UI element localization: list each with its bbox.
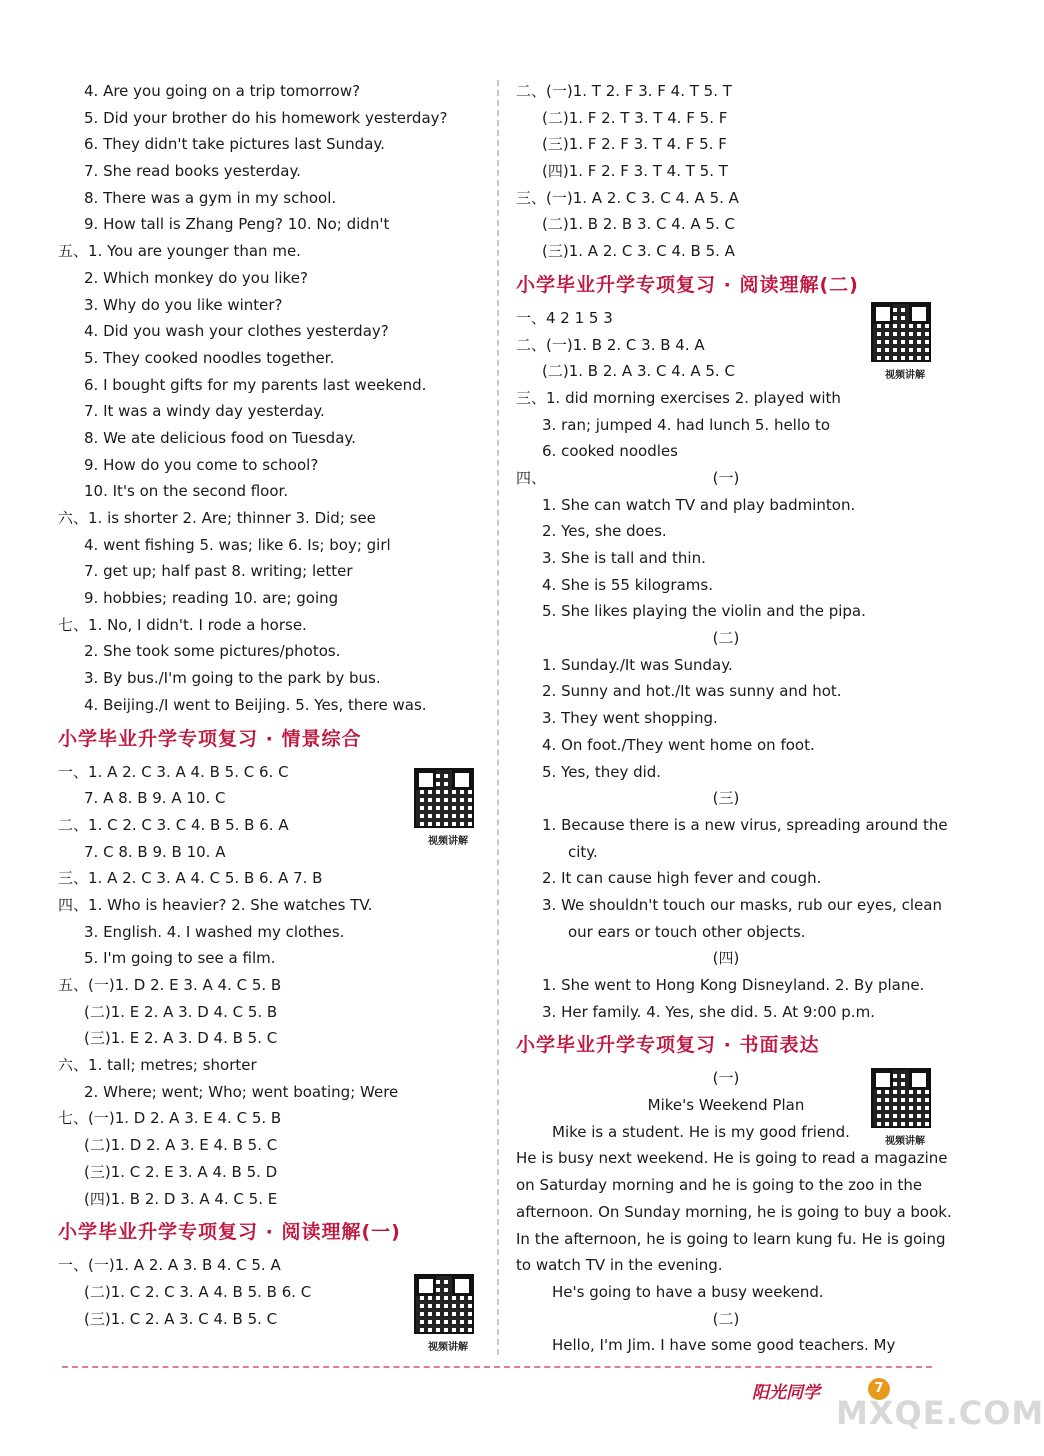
answer-line: He is busy next weekend. He is going to read a magazine bbox=[516, 1149, 948, 1168]
answer-line: 2. She took some pictures/photos. bbox=[84, 642, 341, 661]
answer-line: 5. Did your brother do his homework yesterday? bbox=[84, 108, 448, 127]
page-number: 7 bbox=[868, 1378, 890, 1400]
answer-line: 3. ran; jumped 4. had lunch 5. hello to bbox=[542, 415, 831, 434]
answer-line: 2. It can cause high fever and cough. bbox=[542, 869, 822, 888]
answer-line: 3. Why do you like winter? bbox=[84, 295, 283, 314]
answer-line: 3. English. 4. I washed my clothes. bbox=[84, 922, 345, 941]
qr-code-icon bbox=[873, 304, 929, 360]
answer-line: afternoon. On Sunday morning, he is going to buy a book. bbox=[516, 1202, 952, 1221]
answer-line: Mike is a student. He is my good friend. bbox=[552, 1122, 850, 1141]
qr-caption: 视频讲解 bbox=[428, 836, 468, 847]
answer-line: 3. By bus./I'm going to the park by bus. bbox=[84, 669, 381, 688]
answer-line: 4. She is 55 kilograms. bbox=[542, 575, 713, 594]
answer-line: Hello, I'm Jim. I have some good teachers. My bbox=[552, 1336, 896, 1355]
answer-line: 7. She read books yesterday. bbox=[84, 162, 301, 181]
answer-line: 1. She went to Hong Kong Disneyland. 2. By plane. bbox=[542, 976, 925, 994]
qr-caption: 视频讲解 bbox=[885, 1136, 925, 1147]
question-number: 四、 bbox=[516, 468, 547, 487]
answer-line: 七、(一)1. D 2. A 3. E 4. C 5. B bbox=[58, 1109, 282, 1128]
answer-line: (三)1. A 2. C 3. C 4. B 5. A bbox=[542, 242, 735, 261]
answer-line: 5. They cooked noodles together. bbox=[84, 348, 335, 367]
answer-line: 五、1. You are younger than me. bbox=[58, 242, 301, 261]
answer-line: 三、1. A 2. C 3. A 4. C 5. B 6. A 7. B bbox=[58, 869, 323, 888]
answer-line: 3. She is tall and thin. bbox=[542, 549, 706, 567]
section-heading: 小学毕业升学专项复习 · 阅读理解(一) bbox=[58, 1221, 401, 1244]
answer-line: our ears or touch other objects. bbox=[568, 922, 806, 941]
answer-line: to watch TV in the evening. bbox=[516, 1256, 723, 1275]
subsection-label: (二) bbox=[712, 1309, 740, 1328]
qr-caption: 视频讲解 bbox=[428, 1342, 468, 1353]
answer-line: (二)1. B 2. B 3. C 4. A 5. C bbox=[542, 215, 735, 234]
answer-line: 6. cooked noodles bbox=[542, 442, 678, 461]
watermark: MXQE.COM bbox=[836, 1394, 1044, 1432]
right-column bbox=[516, 78, 952, 1359]
subsection-label: (三) bbox=[712, 789, 740, 808]
answer-line: (四)1. F 2. F 3. T 4. T 5. T bbox=[542, 162, 728, 181]
answer-line: 8. We ate delicious food on Tuesday. bbox=[84, 428, 356, 447]
answer-line: 六、1. is shorter 2. Are; thinner 3. Did; see bbox=[58, 509, 376, 527]
answer-line: 6. They didn't take pictures last Sunday. bbox=[84, 135, 385, 154]
answer-line: (三)1. C 2. A 3. C 4. B 5. C bbox=[84, 1309, 278, 1328]
answer-line: 一、(一)1. A 2. A 3. B 4. C 5. A bbox=[58, 1256, 281, 1275]
answer-line: city. bbox=[568, 842, 598, 861]
answer-line: 10. It's on the second floor. bbox=[84, 482, 289, 501]
answer-line: 2. Yes, she does. bbox=[542, 522, 667, 541]
answer-line: 9. How tall is Zhang Peng? 10. No; didn't bbox=[84, 215, 390, 234]
answer-line: 5. Yes, they did. bbox=[542, 762, 662, 781]
answer-line: (四)1. B 2. D 3. A 4. C 5. E bbox=[84, 1189, 278, 1208]
answer-line: (二)1. E 2. A 3. D 4. C 5. B bbox=[84, 1002, 278, 1021]
answer-line: (三)1. E 2. A 3. D 4. B 5. C bbox=[84, 1029, 278, 1048]
answer-line: 4. On foot./They went home on foot. bbox=[542, 735, 815, 754]
section-heading: 小学毕业升学专项复习 · 书面表达 bbox=[516, 1034, 820, 1057]
subsection-label: (二) bbox=[712, 629, 740, 648]
answer-line: (三)1. C 2. E 3. A 4. B 5. D bbox=[84, 1162, 278, 1181]
answer-line: 4. went fishing 5. was; like 6. Is; boy; girl bbox=[84, 535, 391, 554]
subsection-label: (四) bbox=[712, 949, 740, 968]
answer-line: 五、(一)1. D 2. E 3. A 4. C 5. B bbox=[58, 976, 282, 994]
answer-line bbox=[516, 465, 936, 492]
answer-line: 8. There was a gym in my school. bbox=[84, 188, 337, 207]
answer-line: 2. Which monkey do you like? bbox=[84, 268, 308, 287]
answer-line: 三、1. did morning exercises 2. played with bbox=[516, 388, 841, 407]
answer-line: 二、(一)1. T 2. F 3. F 4. T 5. T bbox=[516, 82, 732, 100]
section-heading: 小学毕业升学专项复习 · 阅读理解(二) bbox=[516, 273, 859, 296]
qr-code-icon bbox=[416, 1276, 472, 1332]
answer-line: (三)1. F 2. F 3. T 4. F 5. F bbox=[542, 135, 727, 154]
answer-line: 2. Sunny and hot./It was sunny and hot. bbox=[542, 682, 842, 701]
answer-line: 3. They went shopping. bbox=[542, 709, 718, 728]
footer-divider bbox=[62, 1366, 932, 1368]
answer-line: 5. I'm going to see a film. bbox=[84, 949, 276, 968]
subsection-label: Mike's Weekend Plan bbox=[647, 1096, 805, 1115]
qr-code-icon bbox=[416, 770, 472, 826]
answer-line: (二)1. B 2. A 3. C 4. A 5. C bbox=[542, 362, 735, 381]
answer-line: 1. Sunday./It was Sunday. bbox=[542, 655, 733, 674]
answer-line: 一、1. A 2. C 3. A 4. B 5. C 6. C bbox=[58, 762, 289, 781]
answer-line: 4. Are you going on a trip tomorrow? bbox=[84, 82, 361, 100]
answer-line: 四、1. Who is heavier? 2. She watches TV. bbox=[58, 895, 373, 914]
answer-line: 4. Beijing./I went to Beijing. 5. Yes, there was. bbox=[84, 695, 427, 714]
answer-line: 6. I bought gifts for my parents last weekend. bbox=[84, 375, 427, 394]
answer-line: 7. C 8. B 9. B 10. A bbox=[84, 842, 226, 861]
answer-line: 5. She likes playing the violin and the pipa. bbox=[542, 602, 866, 621]
answer-line: 7. It was a windy day yesterday. bbox=[84, 402, 325, 421]
subsection-label: (一) bbox=[712, 468, 740, 487]
answer-line: 六、1. tall; metres; shorter bbox=[58, 1056, 257, 1075]
answer-line: 9. hobbies; reading 10. are; going bbox=[84, 589, 339, 608]
answer-line: 7. get up; half past 8. writing; letter bbox=[84, 562, 353, 581]
answer-line: 3. We shouldn't touch our masks, rub our eyes, clean bbox=[542, 895, 942, 914]
answer-line: (二)1. C 2. C 3. A 4. B 5. B 6. C bbox=[84, 1282, 312, 1301]
answer-line: He's going to have a busy weekend. bbox=[552, 1282, 824, 1301]
answer-line: 7. A 8. B 9. A 10. C bbox=[84, 789, 226, 808]
answer-line: 一、4 2 1 5 3 bbox=[516, 308, 613, 327]
subsection-label: (一) bbox=[712, 1069, 740, 1088]
answer-line: 3. Her family. 4. Yes, she did. 5. At 9:00 p.m. bbox=[542, 1002, 875, 1021]
answer-line: 二、(一)1. B 2. C 3. B 4. A bbox=[516, 335, 705, 354]
answer-line: (二)1. D 2. A 3. E 4. B 5. C bbox=[84, 1136, 278, 1155]
answer-line: 1. Because there is a new virus, spreading around the bbox=[542, 815, 948, 834]
answer-line: 2. Where; went; Who; went boating; Were bbox=[84, 1082, 399, 1101]
answer-line: 三、(一)1. A 2. C 3. C 4. A 5. A bbox=[516, 188, 739, 207]
column-divider bbox=[497, 80, 499, 1355]
section-heading: 小学毕业升学专项复习 · 情景综合 bbox=[58, 727, 362, 750]
answer-line: 1. She can watch TV and play badminton. bbox=[542, 495, 856, 514]
answer-line: on Saturday morning and he is going to the zoo in the bbox=[516, 1176, 923, 1195]
brand-logo: 阳光同学 bbox=[752, 1383, 820, 1403]
answer-line: 七、1. No, I didn't. I rode a horse. bbox=[58, 615, 307, 634]
answer-line: In the afternoon, he is going to learn kung fu. He is going bbox=[516, 1229, 946, 1248]
qr-caption: 视频讲解 bbox=[885, 370, 925, 381]
answer-line: (二)1. F 2. T 3. T 4. F 5. F bbox=[542, 108, 728, 127]
answer-line: 二、1. C 2. C 3. C 4. B 5. B 6. A bbox=[58, 815, 289, 834]
answer-line: 4. Did you wash your clothes yesterday? bbox=[84, 322, 389, 341]
left-column bbox=[58, 78, 478, 1332]
qr-code-icon bbox=[873, 1070, 929, 1126]
answer-line: 9. How do you come to school? bbox=[84, 455, 319, 474]
